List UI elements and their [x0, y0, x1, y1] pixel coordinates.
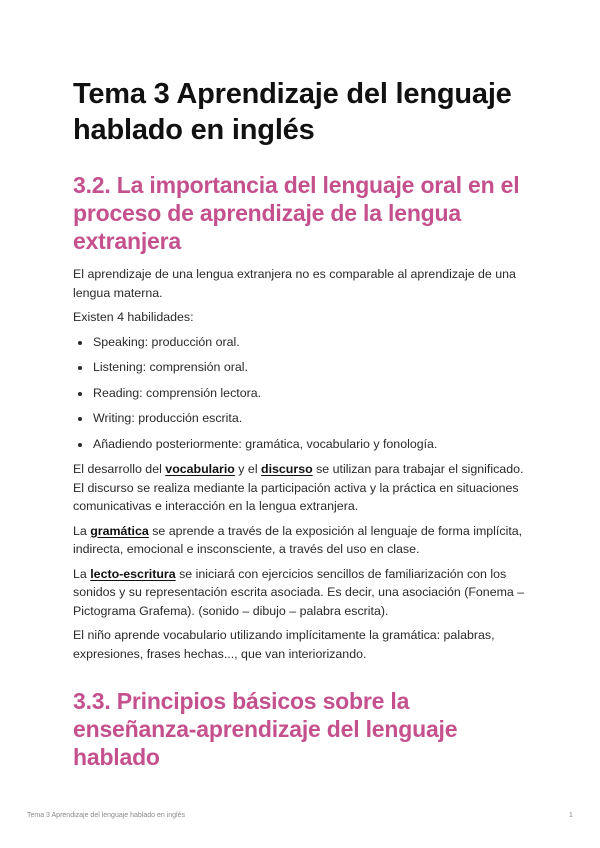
term-lecto-escritura: lecto-escritura — [90, 566, 176, 581]
section-heading-3-3: 3.3. Principios básicos sobre la enseñanza-aprendizaje del lenguaje hablado — [73, 688, 458, 770]
text-run: El desarrollo del — [73, 462, 166, 476]
list-item — [73, 358, 533, 377]
list-item — [73, 384, 533, 403]
bullet-icon — [78, 392, 82, 396]
grammar-paragraph — [73, 522, 533, 559]
list-item — [73, 435, 533, 454]
skills-intro: Existen 4 habilidades: — [73, 310, 194, 324]
document-page — [73, 76, 533, 771]
text-run: La — [73, 566, 91, 581]
bullet-icon — [78, 443, 82, 447]
bullet-icon — [78, 341, 82, 345]
bullet-icon — [78, 417, 82, 421]
text-run: se utilizan para trabajar el significado. El discurso se realiza mediante la participación activa y la práctica en situaciones comunicativas e interacción en la lengua extranjera. — [73, 462, 524, 513]
bullet-icon — [78, 366, 82, 370]
list-item — [73, 409, 533, 428]
list-item-text: Añadiendo posteriormente: gramática, vocabulario y fonología. — [93, 436, 438, 451]
page-number: 1 — [569, 812, 573, 819]
text-run: y el — [234, 462, 262, 476]
footer-title: Tema 3 Aprendizaje del lenguaje hablado en inglés — [27, 812, 186, 819]
vocabulary-discourse-paragraph — [73, 460, 533, 516]
text-run: se aprende a través de la exposición al lenguaje de forma implícita, indirecta, emocional e insconsciente, a través del uso en clase. — [73, 523, 523, 556]
text-run: se iniciará con ejercicios sencillos de familiarización con los sonidos y su representación escrita asociada. Es decir, una asociación (Fonema – Pictograma Grafema). (sonido – dibujo – palabra escrita). — [73, 566, 525, 618]
list-item — [73, 333, 533, 352]
term-gramatica: gramática — [90, 523, 149, 538]
term-vocabulario: vocabulario — [165, 462, 235, 476]
intro-paragraph: El aprendizaje de una lengua extranjera no es comparable al aprendizaje de una lengua materna. — [73, 267, 516, 300]
list-item-text: Speaking: producción oral. — [93, 334, 240, 349]
text-run: La — [73, 523, 91, 538]
skills-list — [73, 333, 533, 454]
page-title: Tema 3 Aprendizaje del lenguaje hablado en inglés — [73, 78, 512, 146]
list-item-text: Reading: comprensión lectora. — [93, 385, 262, 400]
section-heading-3-2: 3.2. La importancia del lenguaje oral en el proceso de aprendizaje de la lengua extranjera — [73, 172, 520, 254]
list-item-text: Writing: producción escrita. — [93, 411, 243, 425]
literacy-paragraph — [73, 565, 533, 621]
child-vocabulary-paragraph: El niño aprende vocabulario utilizando implícitamente la gramática: palabras, expresiones, frases hechas..., que van interiorizando. — [73, 628, 495, 661]
term-discurso: discurso — [261, 462, 313, 476]
list-item-text: Listening: comprensión oral. — [93, 360, 248, 374]
